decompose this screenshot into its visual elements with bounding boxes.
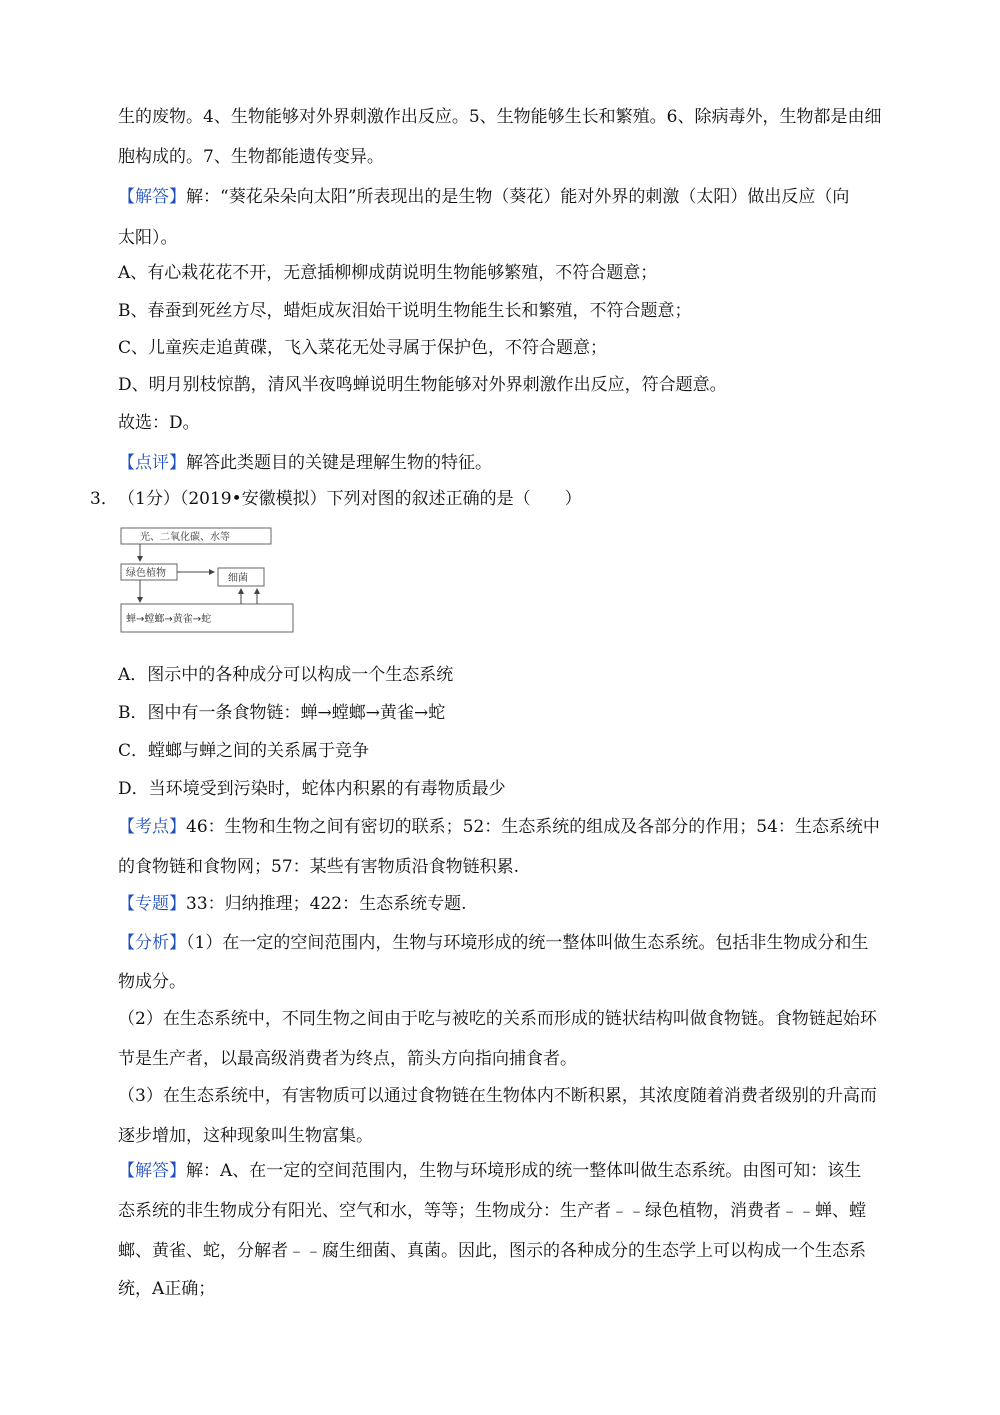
jieda-text-line: 统，A正确； [118,1279,216,1299]
jieda-tag: 【解答】 [118,1161,186,1181]
jieda-text-line: 态系统的非生物成分有阳光、空气和水，等等；生物成分：生产者﹣﹣绿色植物，消费者﹣﹣蝉、螳 [118,1201,866,1221]
question-option-d: D．当环境受到污染时，蛇体内积累的有毒物质最少 [118,779,506,799]
fenxi-paragraph [118,932,908,954]
comment-tag: 【点评】 [118,453,186,473]
zhuanti-text: 33：归纳推理；422：生态系统专题. [186,894,467,914]
fenxi-text-line: 节是生产者，以最高级消费者为终点，箭头方向指向捕食者。 [118,1049,577,1069]
comment-text: 解答此类题目的关键是理解生物的特征。 [186,453,492,473]
fenxi-tag: 【分析】 [118,933,186,953]
fenxi-text-line: （2）在生态系统中，不同生物之间由于吃与被吃的关系而形成的链状结构叫做食物链。食物链起始环 [118,1009,877,1029]
kaodian-text-line: 的食物链和食物网；57：某些有害物质沿食物链积累. [118,857,520,877]
answer-option-c: C、儿童疾走追黄碟，飞入菜花无处寻属于保护色，不符合题意； [118,338,608,358]
fenxi-text-line: 物成分。 [118,972,186,992]
diagram-food-chain-label: 蝉→螳螂→黄雀→蛇 [126,614,212,625]
question-stem: （1分）（2019•安徽模拟）下列对图的叙述正确的是（ ） [118,489,582,509]
diagram-abiotic-label: 光、二氧化碳、水等 [140,532,230,543]
answer-tag: 【解答】 [118,187,186,207]
question-number: 3． [90,489,118,509]
analysis-text-line: 胞构成的。7、生物都能遗传变异。 [118,147,384,167]
jieda-paragraph [118,1160,908,1182]
diagram-decomposer-label: 细菌 [228,573,248,584]
answer-option-d: D、明月别枝惊鹊，清风半夜鸣蝉说明生物能够对外界刺激作出反应，符合题意。 [118,375,727,395]
fenxi-text-line: 逐步增加，这种现象叫生物富集。 [118,1126,373,1146]
diagram-producer-label: 绿色植物 [126,568,166,579]
ecosystem-diagram [120,524,298,640]
answer-text-line: 太阳）。 [118,228,178,248]
question-option-b: B．图中有一条食物链：蝉→螳螂→黄雀→蛇 [118,703,446,723]
kaodian-tag: 【考点】 [118,817,186,837]
answer-conclusion: 故选：D。 [118,413,200,433]
answer-text: 解：“葵花朵朵向太阳”所表现出的是生物（葵花）能对外界的刺激（太阳）做出反应（向 [186,187,850,207]
answer-option-b: B、春蚕到死丝方尽，蜡炬成灰泪始干说明生物能生长和繁殖，不符合题意； [118,301,692,321]
kaodian-text: 46：生物和生物之间有密切的联系；52：生态系统的组成及各部分的作用；54：生态系统中 [186,817,880,837]
answer-paragraph [118,186,908,208]
jieda-text-line: 螂、黄雀、蛇，分解者﹣﹣腐生细菌、真菌。因此，图示的各种成分的生态学上可以构成一个生态系 [118,1241,866,1261]
question-option-c: C．螳螂与蝉之间的关系属于竞争 [118,741,370,761]
jieda-text: 解：A、在一定的空间范围内，生物与环境形成的统一整体叫做生态系统。由图可知：该生 [186,1161,862,1181]
fenxi-text: （1）在一定的空间范围内，生物与环境形成的统一整体叫做生态系统。包括非生物成分和生 [186,933,869,953]
answer-option-a: A、有心栽花花不开，无意插柳柳成荫说明生物能够繁殖，不符合题意； [118,263,658,283]
analysis-text-line: 生的废物。4、生物能够对外界刺激作出反应。5、生物能够生长和繁殖。6、除病毒外，生物都是由细 [118,107,882,127]
comment-paragraph [118,452,908,474]
question-option-a: A．图示中的各种成分可以构成一个生态系统 [118,665,454,685]
kaodian-paragraph [118,816,908,838]
zhuanti-paragraph [118,893,908,915]
zhuanti-tag: 【专题】 [118,894,186,914]
fenxi-text-line: （3）在生态系统中，有害物质可以通过食物链在生物体内不断积累，其浓度随着消费者级别的升高而 [118,1086,877,1106]
